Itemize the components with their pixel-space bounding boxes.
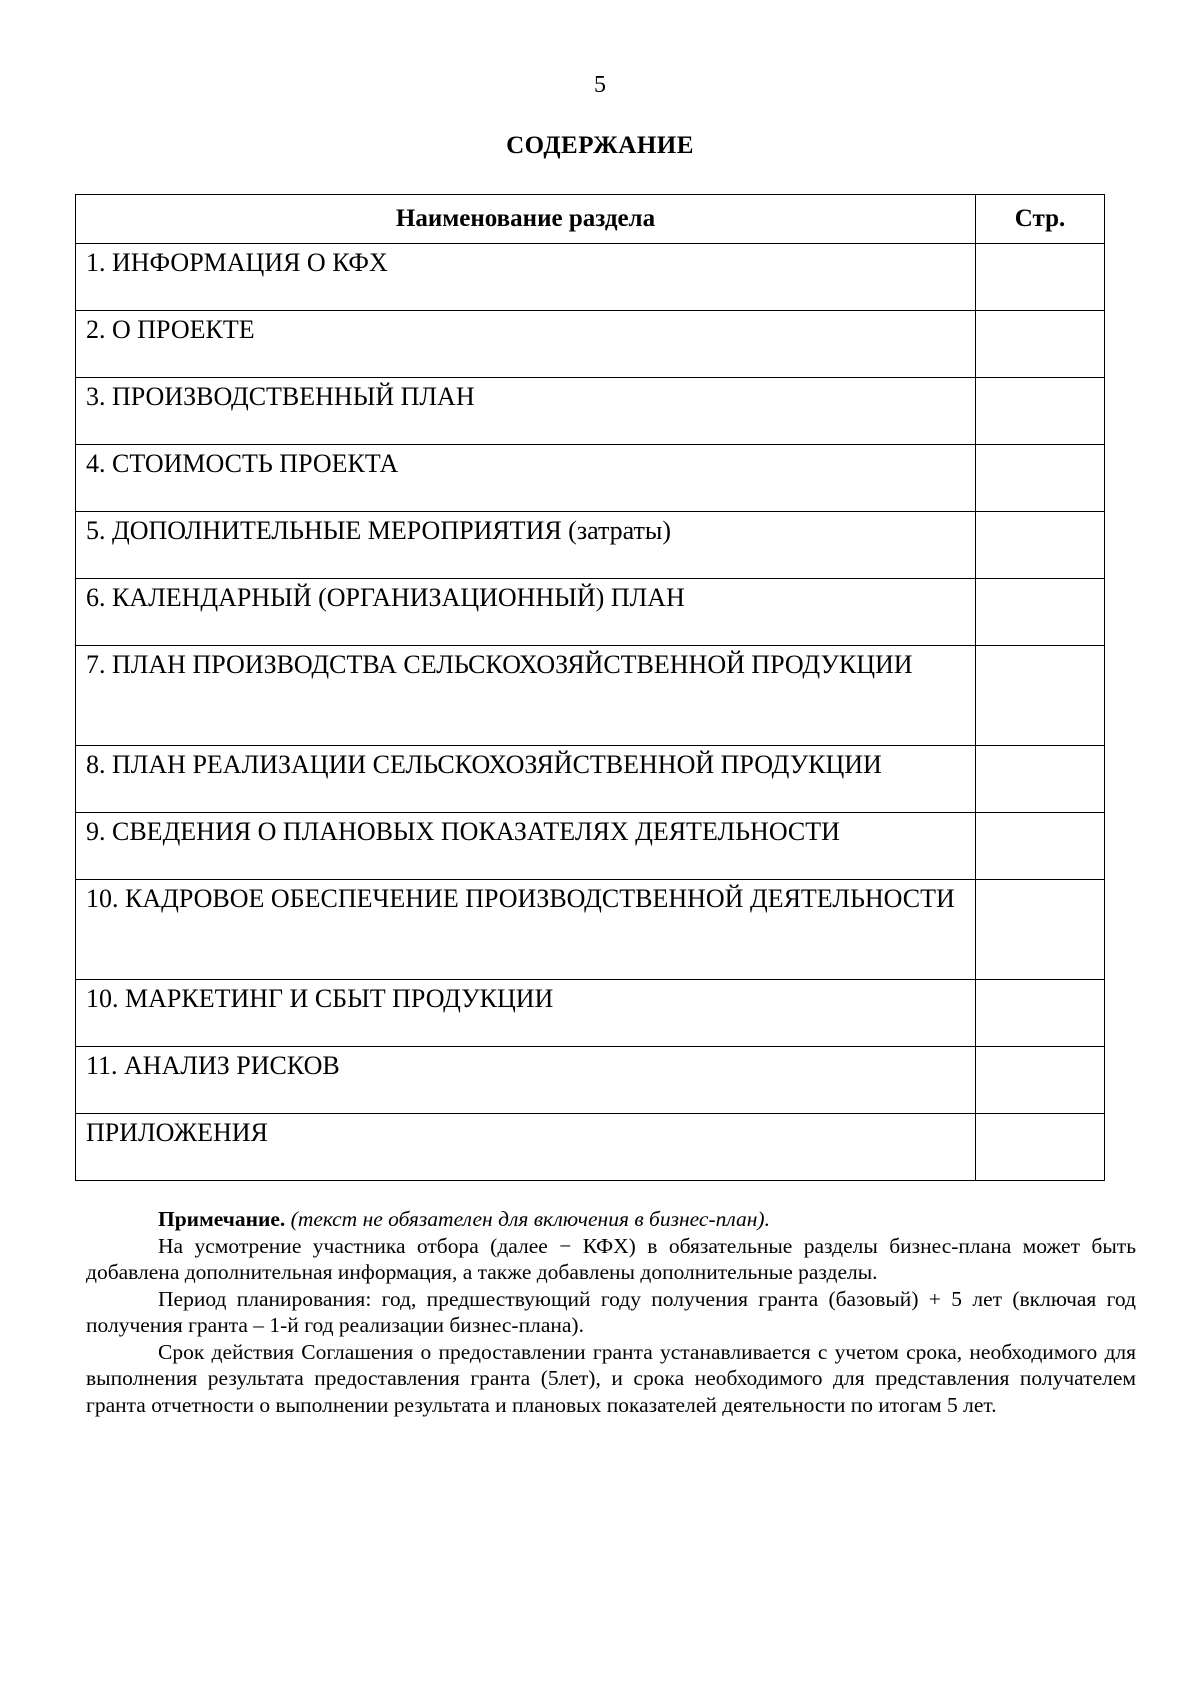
table-row [76, 813, 1105, 880]
section-name: 5. ДОПОЛНИТЕЛЬНЫЕ МЕРОПРИЯТИЯ (затраты) [76, 512, 976, 579]
page-cell [976, 579, 1105, 646]
section-name: 2. О ПРОЕКТЕ [76, 311, 976, 378]
table-row [76, 646, 1105, 746]
table-row [76, 579, 1105, 646]
section-name: 10. МАРКЕТИНГ И СБЫТ ПРОДУКЦИИ [76, 980, 976, 1047]
page-cell [976, 880, 1105, 980]
table-header-row [76, 195, 1105, 244]
note-paragraph: На усмотрение участника отбора (далее − КФХ) в обязательные разделы бизнес-плана может быть добавлена дополнительная информация, а также добавлены дополнительные разделы. [86, 1233, 1136, 1284]
page-cell [976, 311, 1105, 378]
section-name: 11. АНАЛИЗ РИСКОВ [76, 1047, 976, 1114]
page-number: 5 [594, 72, 606, 98]
table-row [76, 1114, 1105, 1181]
page-cell [976, 512, 1105, 579]
page-cell [976, 646, 1105, 746]
page-cell [976, 813, 1105, 880]
section-name: 7. ПЛАН ПРОИЗВОДСТВА СЕЛЬСКОХОЗЯЙСТВЕННОЙ ПРОДУКЦИИ [76, 646, 976, 746]
header-page: Стр. [976, 195, 1105, 244]
page-cell [976, 1114, 1105, 1181]
table-row [76, 1047, 1105, 1114]
page-cell [976, 980, 1105, 1047]
page-cell [976, 746, 1105, 813]
page-cell [976, 244, 1105, 311]
table-row [76, 311, 1105, 378]
section-name: 9. СВЕДЕНИЯ О ПЛАНОВЫХ ПОКАЗАТЕЛЯХ ДЕЯТЕЛЬНОСТИ [76, 813, 976, 880]
table-row [76, 445, 1105, 512]
section-name: 3. ПРОИЗВОДСТВЕННЫЙ ПЛАН [76, 378, 976, 445]
section-name: 1. ИНФОРМАЦИЯ О КФХ [76, 244, 976, 311]
contents-table [75, 194, 1105, 1181]
section-name: 4. СТОИМОСТЬ ПРОЕКТА [76, 445, 976, 512]
section-name: ПРИЛОЖЕНИЯ [76, 1114, 976, 1181]
section-name: 8. ПЛАН РЕАЛИЗАЦИИ СЕЛЬСКОХОЗЯЙСТВЕННОЙ ПРОДУКЦИИ [76, 746, 976, 813]
table-row [76, 512, 1105, 579]
page-cell [976, 1047, 1105, 1114]
page-cell [976, 378, 1105, 445]
section-name: 10. КАДРОВОЕ ОБЕСПЕЧЕНИЕ ПРОИЗВОДСТВЕННОЙ ДЕЯТЕЛЬНОСТИ [76, 880, 976, 980]
table-row [76, 378, 1105, 445]
section-name: 6. КАЛЕНДАРНЫЙ (ОРГАНИЗАЦИОННЫЙ) ПЛАН [76, 579, 976, 646]
note-heading [86, 1206, 1136, 1233]
note-paragraph: Период планирования: год, предшествующий году получения гранта (базовый) + 5 лет (включая год получения гранта – 1-й год реализации бизнес-плана). [86, 1286, 1136, 1337]
note-italic-text: (текст не обязателен для включения в бизнес-план). [290, 1207, 770, 1231]
note-block [86, 1206, 1136, 1418]
table-row [76, 746, 1105, 813]
header-section-name: Наименование раздела [76, 195, 976, 244]
note-label: Примечание. [158, 1207, 286, 1231]
note-paragraph: Срок действия Соглашения о предоставлении гранта устанавливается с учетом срока, необходимого для выполнения результата предоставления гранта (5лет), и срока необходимого для представления получателем гранта отчетности о выполнении результата и плановых показателей деятельности по итогам 5 лет. [86, 1339, 1136, 1417]
table-row [76, 880, 1105, 980]
document-title: СОДЕРЖАНИЕ [506, 132, 694, 159]
page-cell [976, 445, 1105, 512]
table-row [76, 244, 1105, 311]
table-row [76, 980, 1105, 1047]
